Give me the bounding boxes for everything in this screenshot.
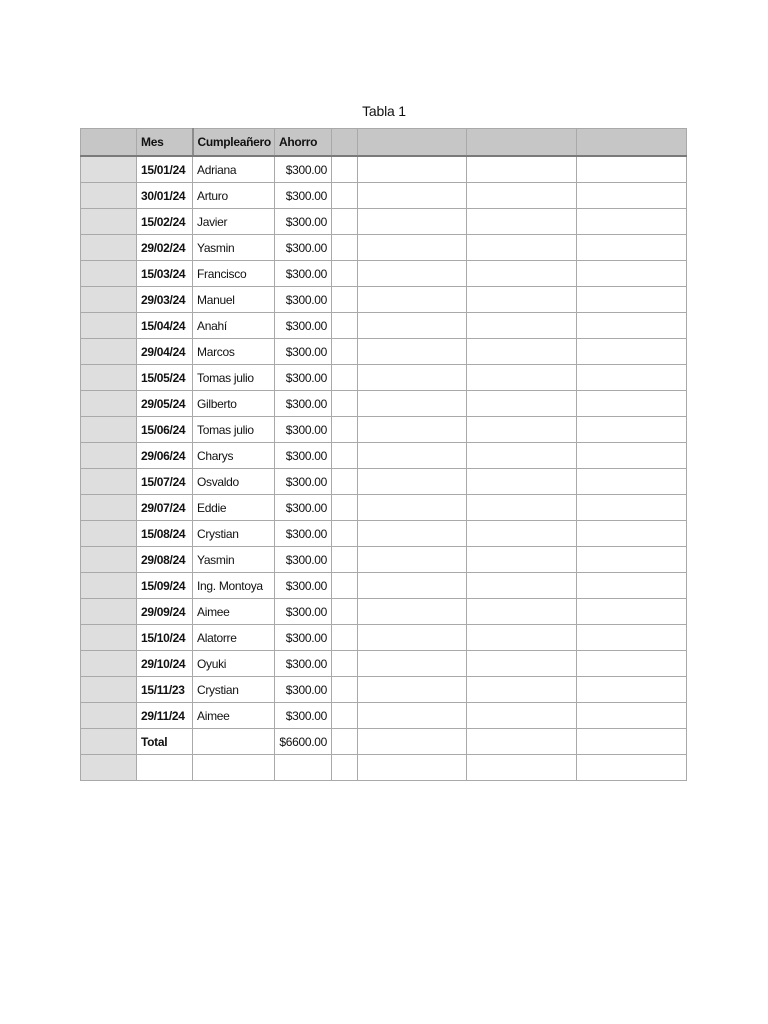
empty-cell[interactable] [358, 365, 467, 391]
table-row [81, 183, 687, 209]
empty-cell[interactable] [332, 417, 358, 443]
cumpleanero-cell[interactable]: Manuel [193, 287, 275, 313]
empty-cell[interactable] [467, 599, 577, 625]
table-row [81, 235, 687, 261]
empty-cell[interactable] [332, 625, 358, 651]
empty-cell[interactable] [332, 443, 358, 469]
empty-cell[interactable] [358, 599, 467, 625]
cumpleanero-cell[interactable]: Francisco [193, 261, 275, 287]
row-header-cell[interactable] [81, 703, 137, 729]
mes-cell[interactable]: 29/06/24 [137, 443, 193, 469]
empty-cell[interactable] [467, 391, 577, 417]
empty-cell[interactable] [577, 365, 687, 391]
row-header-cell[interactable] [81, 495, 137, 521]
table-row [81, 573, 687, 599]
mes-cell[interactable]: 15/08/24 [137, 521, 193, 547]
mes-cell[interactable]: 30/01/24 [137, 183, 193, 209]
empty-cell[interactable] [332, 729, 358, 755]
mes-cell[interactable]: 15/02/24 [137, 209, 193, 235]
ahorro-cell[interactable]: $300.00 [275, 156, 332, 183]
empty-cell[interactable] [577, 287, 687, 313]
empty-cell[interactable] [358, 313, 467, 339]
empty-cell[interactable] [358, 469, 467, 495]
empty-cell[interactable] [577, 313, 687, 339]
cumpleanero-cell[interactable]: Crystian [193, 677, 275, 703]
table-row [81, 261, 687, 287]
empty-cell[interactable] [358, 183, 467, 209]
empty-cell[interactable] [467, 313, 577, 339]
empty-cell[interactable] [358, 625, 467, 651]
ahorro-cell[interactable]: $300.00 [275, 313, 332, 339]
empty-cell[interactable] [577, 703, 687, 729]
cumpleanero-cell[interactable]: Adriana [193, 156, 275, 183]
cumpleanero-cell[interactable]: Arturo [193, 183, 275, 209]
empty-cell[interactable] [358, 703, 467, 729]
empty-cell[interactable] [467, 521, 577, 547]
empty-cell[interactable] [577, 339, 687, 365]
row-header-cell[interactable] [81, 573, 137, 599]
row-header-cell[interactable] [81, 677, 137, 703]
ahorro-cell[interactable]: $300.00 [275, 365, 332, 391]
empty-cell[interactable] [467, 547, 577, 573]
row-header-cell[interactable] [81, 469, 137, 495]
column-header-mes[interactable]: Mes [137, 129, 193, 157]
table-row [81, 417, 687, 443]
row-header-cell[interactable] [81, 521, 137, 547]
table-row [81, 391, 687, 417]
mes-cell[interactable]: 15/10/24 [137, 625, 193, 651]
empty-cell[interactable] [332, 547, 358, 573]
cumpleanero-cell[interactable]: Yasmin [193, 235, 275, 261]
empty-cell[interactable] [332, 287, 358, 313]
header-row [81, 129, 687, 157]
empty-cell[interactable] [332, 209, 358, 235]
empty-cell[interactable] [332, 703, 358, 729]
empty-cell[interactable] [577, 573, 687, 599]
empty-cell[interactable] [358, 755, 467, 781]
empty-cell[interactable] [467, 287, 577, 313]
row-header-cell[interactable] [81, 209, 137, 235]
ahorro-cell[interactable]: $300.00 [275, 521, 332, 547]
empty-cell[interactable] [467, 469, 577, 495]
empty-cell[interactable] [332, 599, 358, 625]
empty-cell[interactable] [467, 651, 577, 677]
table-row [81, 287, 687, 313]
total-row [81, 729, 687, 755]
row-header-cell[interactable] [81, 235, 137, 261]
column-header-empty[interactable] [577, 129, 687, 157]
empty-cell[interactable] [467, 703, 577, 729]
ahorro-cell[interactable]: $300.00 [275, 261, 332, 287]
table-row [81, 625, 687, 651]
empty-cell[interactable] [467, 209, 577, 235]
empty-cell[interactable] [577, 729, 687, 755]
header-corner-cell[interactable] [81, 129, 137, 157]
empty-cell[interactable] [332, 183, 358, 209]
mes-cell[interactable]: 29/09/24 [137, 599, 193, 625]
row-header-cell[interactable] [81, 729, 137, 755]
row-header-cell[interactable] [81, 443, 137, 469]
empty-cell[interactable] [577, 235, 687, 261]
cumpleanero-cell[interactable]: Javier [193, 209, 275, 235]
cumpleanero-cell[interactable]: Crystian [193, 521, 275, 547]
empty-cell[interactable] [358, 677, 467, 703]
row-header-cell[interactable] [81, 261, 137, 287]
table-row [81, 651, 687, 677]
empty-cell[interactable] [358, 209, 467, 235]
empty-cell[interactable] [467, 183, 577, 209]
ahorro-cell[interactable]: $300.00 [275, 703, 332, 729]
row-header-cell[interactable] [81, 417, 137, 443]
table-row [81, 677, 687, 703]
row-header-cell[interactable] [81, 599, 137, 625]
empty-cell[interactable] [358, 287, 467, 313]
mes-cell[interactable]: 15/09/24 [137, 573, 193, 599]
table-row [81, 365, 687, 391]
cumpleanero-cell[interactable]: Gilberto [193, 391, 275, 417]
cumpleanero-cell[interactable]: Oyuki [193, 651, 275, 677]
empty-cell[interactable] [358, 339, 467, 365]
row-header-cell[interactable] [81, 313, 137, 339]
empty-cell[interactable] [332, 755, 358, 781]
row-header-cell[interactable] [81, 365, 137, 391]
empty-cell[interactable] [577, 547, 687, 573]
mes-cell[interactable]: 15/05/24 [137, 365, 193, 391]
table-row [81, 703, 687, 729]
row-header-cell[interactable] [81, 755, 137, 781]
ahorro-cell[interactable]: $300.00 [275, 209, 332, 235]
cumpleanero-cell[interactable]: Tomas julio [193, 365, 275, 391]
empty-cell[interactable] [332, 469, 358, 495]
empty-cell[interactable] [467, 755, 577, 781]
mes-cell[interactable]: 15/11/23 [137, 677, 193, 703]
empty-cell[interactable] [358, 495, 467, 521]
empty-cell[interactable] [577, 391, 687, 417]
mes-cell[interactable]: 29/08/24 [137, 547, 193, 573]
cumpleanero-cell[interactable]: Tomas julio [193, 417, 275, 443]
empty-cell[interactable] [577, 521, 687, 547]
empty-cell[interactable] [577, 651, 687, 677]
row-header-cell[interactable] [81, 651, 137, 677]
mes-cell[interactable]: 29/02/24 [137, 235, 193, 261]
empty-cell[interactable] [577, 417, 687, 443]
empty-cell[interactable] [577, 156, 687, 183]
ahorro-cell[interactable]: $300.00 [275, 495, 332, 521]
empty-cell[interactable] [577, 443, 687, 469]
empty-cell[interactable] [332, 313, 358, 339]
empty-cell[interactable] [577, 755, 687, 781]
column-header-cumpleanero[interactable]: Cumpleañero [193, 129, 275, 157]
empty-cell[interactable] [467, 235, 577, 261]
table-row [81, 521, 687, 547]
ahorro-cell[interactable]: $300.00 [275, 417, 332, 443]
cumpleanero-cell[interactable]: Charys [193, 443, 275, 469]
cumpleanero-cell[interactable]: Osvaldo [193, 469, 275, 495]
table-row [81, 547, 687, 573]
row-header-cell[interactable] [81, 156, 137, 183]
mes-cell[interactable]: 15/04/24 [137, 313, 193, 339]
empty-cell[interactable] [467, 573, 577, 599]
row-header-cell[interactable] [81, 547, 137, 573]
empty-cell[interactable] [577, 599, 687, 625]
row-header-cell[interactable] [81, 391, 137, 417]
empty-cell[interactable] [358, 651, 467, 677]
cumpleanero-cell[interactable]: Eddie [193, 495, 275, 521]
empty-cell[interactable] [332, 677, 358, 703]
cumpleanero-cell[interactable]: Ing. Montoya [193, 573, 275, 599]
ahorro-cell[interactable]: $300.00 [275, 391, 332, 417]
column-header-ahorro[interactable]: Ahorro [275, 129, 332, 157]
empty-cell[interactable] [358, 547, 467, 573]
empty-cell[interactable] [358, 235, 467, 261]
row-header-cell[interactable] [81, 183, 137, 209]
table-row [81, 755, 687, 781]
empty-cell[interactable] [467, 156, 577, 183]
table-row [81, 599, 687, 625]
column-header-empty[interactable] [358, 129, 467, 157]
empty-cell[interactable] [358, 417, 467, 443]
mes-cell[interactable]: 29/11/24 [137, 703, 193, 729]
cumpleanero-cell[interactable]: Marcos [193, 339, 275, 365]
empty-cell[interactable] [137, 755, 193, 781]
ahorro-cell[interactable]: $300.00 [275, 599, 332, 625]
empty-cell[interactable] [332, 391, 358, 417]
empty-cell[interactable] [358, 391, 467, 417]
empty-cell[interactable] [577, 183, 687, 209]
mes-cell[interactable]: 29/07/24 [137, 495, 193, 521]
table-row [81, 495, 687, 521]
empty-cell[interactable] [332, 365, 358, 391]
cumpleanero-cell[interactable]: Aimee [193, 703, 275, 729]
mes-cell[interactable]: 29/10/24 [137, 651, 193, 677]
empty-cell[interactable] [467, 339, 577, 365]
mes-cell[interactable]: 15/07/24 [137, 469, 193, 495]
empty-cell[interactable] [467, 495, 577, 521]
mes-cell[interactable]: 15/01/24 [137, 156, 193, 183]
empty-cell[interactable] [332, 573, 358, 599]
empty-cell[interactable] [358, 573, 467, 599]
empty-cell[interactable] [467, 261, 577, 287]
empty-cell[interactable] [332, 156, 358, 183]
empty-cell[interactable] [577, 261, 687, 287]
empty-cell[interactable] [577, 677, 687, 703]
empty-cell[interactable] [332, 339, 358, 365]
empty-cell[interactable] [332, 521, 358, 547]
spreadsheet-table [80, 128, 687, 781]
total-label-cell[interactable]: Total [137, 729, 193, 755]
mes-cell[interactable]: 29/04/24 [137, 339, 193, 365]
empty-cell[interactable] [358, 156, 467, 183]
empty-cell[interactable] [193, 729, 275, 755]
total-value-cell[interactable]: $6600.00 [275, 729, 332, 755]
ahorro-cell[interactable]: $300.00 [275, 443, 332, 469]
ahorro-cell[interactable]: $300.00 [275, 287, 332, 313]
empty-cell[interactable] [467, 677, 577, 703]
empty-cell[interactable] [467, 443, 577, 469]
empty-cell[interactable] [577, 625, 687, 651]
column-header-empty[interactable] [467, 129, 577, 157]
row-header-cell[interactable] [81, 287, 137, 313]
empty-cell[interactable] [193, 755, 275, 781]
empty-cell[interactable] [467, 625, 577, 651]
mes-cell[interactable]: 29/05/24 [137, 391, 193, 417]
ahorro-cell[interactable]: $300.00 [275, 625, 332, 651]
empty-cell[interactable] [332, 651, 358, 677]
table-row [81, 156, 687, 183]
table-row [81, 313, 687, 339]
cumpleanero-cell[interactable]: Anahí [193, 313, 275, 339]
empty-cell[interactable] [577, 495, 687, 521]
column-header-empty[interactable] [332, 129, 358, 157]
ahorro-cell[interactable]: $300.00 [275, 183, 332, 209]
ahorro-cell[interactable]: $300.00 [275, 677, 332, 703]
ahorro-cell[interactable]: $300.00 [275, 339, 332, 365]
empty-cell[interactable] [358, 521, 467, 547]
mes-cell[interactable]: 29/03/24 [137, 287, 193, 313]
row-header-cell[interactable] [81, 625, 137, 651]
table-row [81, 339, 687, 365]
empty-cell[interactable] [467, 729, 577, 755]
table-row [81, 209, 687, 235]
mes-cell[interactable]: 15/06/24 [137, 417, 193, 443]
ahorro-cell[interactable]: $300.00 [275, 651, 332, 677]
table-title: Tabla 1 [362, 103, 406, 119]
empty-cell[interactable] [332, 235, 358, 261]
empty-cell[interactable] [358, 261, 467, 287]
empty-cell[interactable] [358, 443, 467, 469]
table-row [81, 443, 687, 469]
empty-cell[interactable] [577, 469, 687, 495]
empty-cell[interactable] [577, 209, 687, 235]
empty-cell[interactable] [332, 261, 358, 287]
table-row [81, 469, 687, 495]
ahorro-cell[interactable]: $300.00 [275, 573, 332, 599]
ahorro-cell[interactable]: $300.00 [275, 469, 332, 495]
empty-cell[interactable] [332, 495, 358, 521]
ahorro-cell[interactable]: $300.00 [275, 547, 332, 573]
cumpleanero-cell[interactable]: Yasmin [193, 547, 275, 573]
mes-cell[interactable]: 15/03/24 [137, 261, 193, 287]
row-header-cell[interactable] [81, 339, 137, 365]
empty-cell[interactable] [275, 755, 332, 781]
ahorro-cell[interactable]: $300.00 [275, 235, 332, 261]
cumpleanero-cell[interactable]: Alatorre [193, 625, 275, 651]
cumpleanero-cell[interactable]: Aimee [193, 599, 275, 625]
empty-cell[interactable] [358, 729, 467, 755]
empty-cell[interactable] [467, 365, 577, 391]
empty-cell[interactable] [467, 417, 577, 443]
